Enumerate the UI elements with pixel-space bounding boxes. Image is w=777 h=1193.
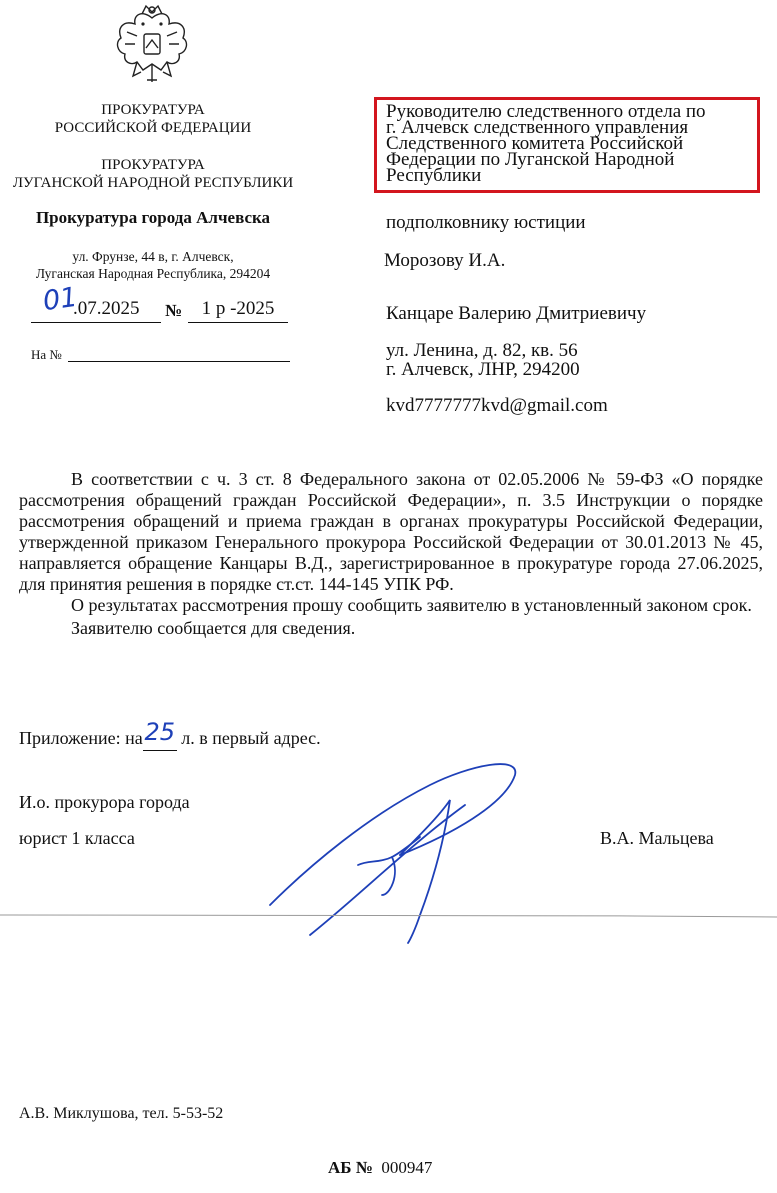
- recipient-line1: Руководителю следственного отдела по: [386, 101, 706, 122]
- org-regional: [0, 156, 306, 192]
- recipient-name: Морозову И.А.: [384, 250, 506, 271]
- org-regional-line1: ПРОКУРАТУРА: [101, 157, 205, 173]
- body-paragraph-1: В соответствии с ч. 3 ст. 8 Федерального закона от 02.05.2006 № 59-ФЗ «О порядке рассмотрения обращений граждан Российской Федерации», п. 3.5 Инструкции о порядке рассмотрения обращений и приема граждан в органах прокуратуры Российской Федерации, утвержденной приказом Генерального прокурора Российской Федерации от 30.01.2013 № 45, направляется обращение Канцары В.Д., зарегистрированное в прокуратуре города 27.06.2025, для принятия решения в порядке ст.ст. 144-145 УПК РФ.: [19, 469, 763, 594]
- form-series-number: 000947: [381, 1158, 433, 1177]
- date-field: [31, 281, 161, 323]
- ref-number-line: [68, 346, 290, 362]
- recipient-line4: Федерации по Луганской Народной: [386, 149, 675, 170]
- date-handwritten: 01: [41, 281, 80, 318]
- applicant-email: kvd7777777kvd@gmail.com: [386, 395, 608, 416]
- executor-info: А.В. Миклушова, тел. 5-53-52: [19, 1105, 224, 1122]
- ref-label: На №: [31, 347, 62, 362]
- number-sign: №: [165, 301, 183, 320]
- recipient-line3: Следственного комитета Российской: [386, 133, 684, 154]
- form-series: [328, 1158, 432, 1178]
- body-paragraph-3: Заявителю сообщается для сведения.: [71, 618, 356, 638]
- org-city: Прокуратура города Алчевска: [35, 208, 271, 227]
- recipient-block: [386, 101, 748, 186]
- applicant-name: Канцаре Валерию Дмитриевичу: [386, 303, 647, 324]
- body-paragraph-2: О результатах рассмотрения прошу сообщить заявителю в установленный законом срок.: [71, 595, 752, 615]
- coat-of-arms-emblem: [113, 4, 191, 88]
- recipient-line2: г. Алчевск следственного управления: [386, 117, 689, 138]
- applicant-address-line2: г. Алчевск, ЛНР, 294200: [386, 359, 580, 380]
- applicant-address: [386, 341, 580, 379]
- signatory-position-2: юрист 1 класса: [19, 828, 135, 848]
- org-address-line2: Луганская Народная Республика, 294204: [35, 266, 271, 281]
- attachment-prefix: Приложение: на: [19, 728, 143, 748]
- signatory-name: В.А. Мальцева: [600, 828, 714, 848]
- org-federal-line2: РОССИЙСКОЙ ФЕДЕРАЦИИ: [54, 120, 252, 136]
- form-series-label: АБ №: [328, 1158, 373, 1177]
- org-address-line1: ул. Фрунзе, 44 в, г. Алчевск,: [72, 249, 234, 264]
- attachment-suffix: л. в первый адрес.: [181, 728, 321, 748]
- applicant-address-line1: ул. Ленина, д. 82, кв. 56: [386, 340, 578, 361]
- outgoing-number: 1 р -2025: [188, 298, 288, 323]
- recipient-line5: Республики: [386, 165, 482, 186]
- org-regional-line2: ЛУГАНСКОЙ НАРОДНОЙ РЕСПУБЛИКИ: [12, 175, 294, 191]
- recipient-rank: подполковнику юстиции: [386, 212, 586, 233]
- date-printed: .07.2025: [73, 298, 140, 319]
- signatory-position-1: И.о. прокурора города: [19, 792, 190, 812]
- org-address: [0, 248, 306, 282]
- letter-body: [19, 469, 763, 639]
- page-fold-line: [0, 912, 777, 920]
- org-federal: [0, 101, 306, 137]
- org-federal-line1: ПРОКУРАТУРА: [101, 102, 205, 118]
- attachment-pages-handwritten: 25: [144, 718, 175, 746]
